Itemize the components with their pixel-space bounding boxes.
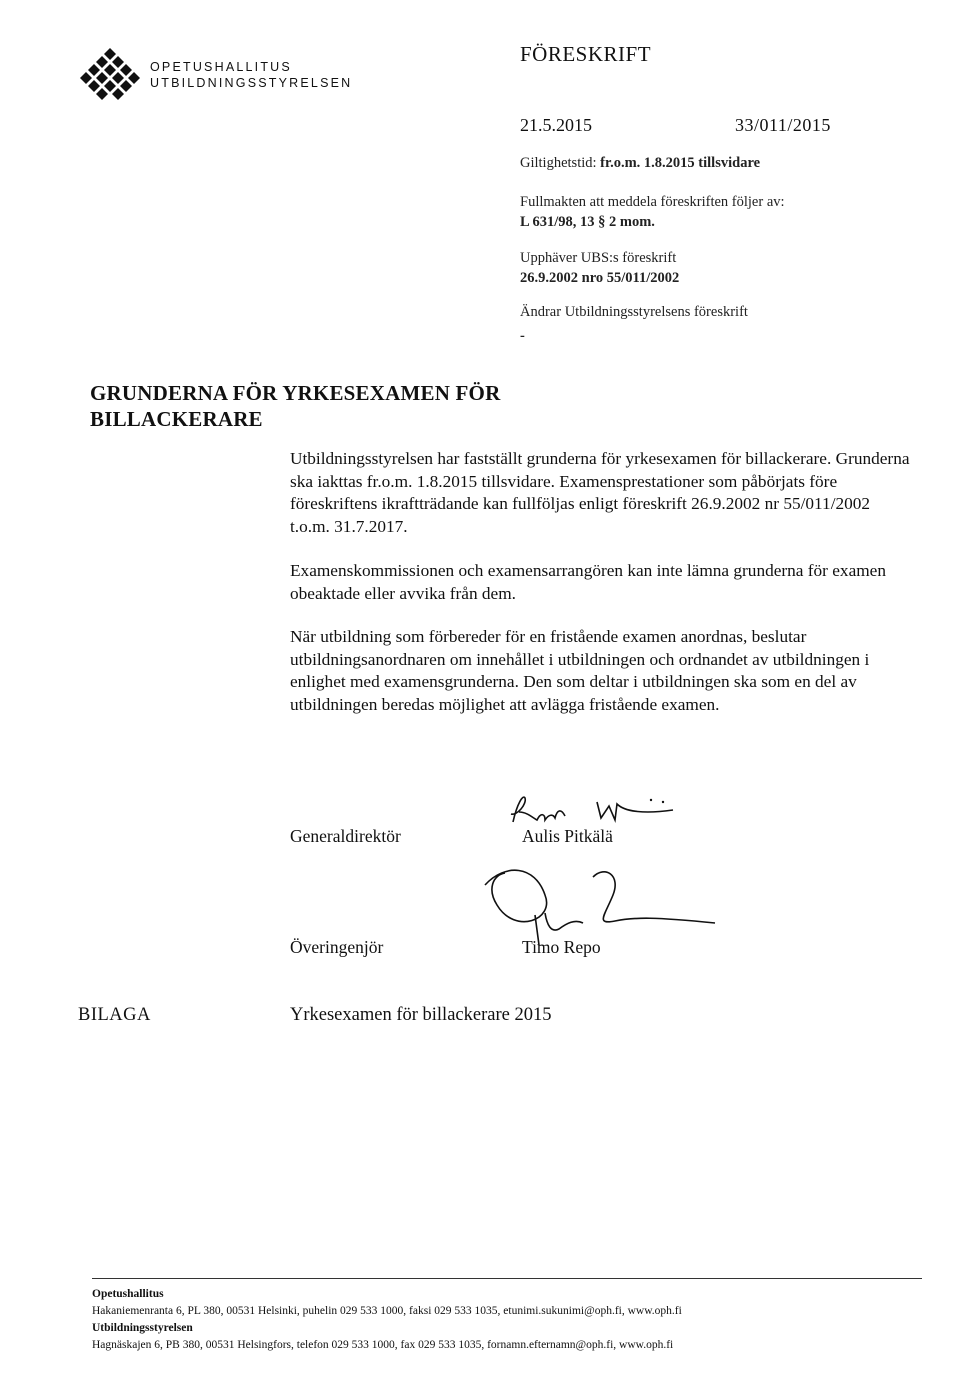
document-type: FÖRESKRIFT	[520, 42, 652, 66]
body-paragraph-3: När utbildning som förbereder för en fristående examen anordnas, beslutar utbildningsanordnaren om innehållet i utbildningen och ordnandet av utbildningen i enlighet med examensgrunderna. Den som deltar i utbildningen ska som en del av utbildningen beredas möjlighet att avlägga fristående examen.	[290, 627, 870, 714]
amends-block	[520, 302, 748, 346]
document-number: 33/011/2015	[735, 115, 831, 135]
authority-label: Fullmakten att meddela föreskriften följer av:	[520, 194, 785, 210]
footer-address-swedish: Hagnäskajen 6, PB 380, 00531 Helsingfors, telefon 029 533 1000, fax 029 533 1035, fornamn.efternamn@oph.fi, www.oph.fi	[92, 1339, 674, 1351]
signature-timo-repo-icon	[475, 865, 735, 955]
footer-block	[92, 1286, 682, 1354]
attachment-label: BILAGA	[78, 1005, 151, 1025]
title-line-2: BILLACKERARE	[90, 407, 263, 431]
title-line-1: GRUNDERNA FÖR YRKESEXAMEN FÖR	[90, 381, 501, 405]
footer-org-swedish: Utbildningsstyrelsen	[92, 1322, 193, 1334]
org-name-swedish: UTBILDNINGSSTYRELSEN	[150, 76, 353, 90]
footer-address-finnish: Hakaniemenranta 6, PL 380, 00531 Helsinki, puhelin 029 533 1000, faksi 029 533 1035, etunimi.sukunimi@oph.fi, www.oph.fi	[92, 1305, 682, 1317]
logo-diamond-icon	[80, 46, 140, 102]
authority-block	[520, 192, 785, 232]
body-paragraph-1: Utbildningsstyrelsen har fastställt grunderna för yrkesexamen för billackerare. Grunderna ska iakttas fr.o.m. 1.8.2015 tillsvidare. Examensprestationer som påbörjats före föreskriftens ikraftträdande kan fullföljas enligt föreskrift 26.9.2002 nr 55/011/2002 t.o.m. 31.7.2017.	[290, 449, 910, 536]
footer-org-finnish: Opetushallitus	[92, 1288, 164, 1300]
signature-aulis-pitkala-icon	[505, 790, 685, 830]
attachment-text: Yrkesexamen för billackerare 2015	[290, 1005, 552, 1025]
repeals-label: Upphäver UBS:s föreskrift	[520, 250, 677, 266]
footer-divider	[92, 1278, 922, 1279]
org-name	[150, 59, 352, 91]
validity-label: Giltighetstid:	[520, 155, 601, 171]
repeals-block	[520, 248, 679, 288]
signature-name-1: Aulis Pitkälä	[522, 826, 613, 846]
repeals-value: 26.9.2002 nro 55/011/2002	[520, 270, 680, 286]
document-date: 21.5.2015	[520, 115, 592, 135]
signature-title-2: Överingenjör	[290, 937, 384, 957]
signature-title-1: Generaldirektör	[290, 826, 401, 846]
authority-value: L 631/98, 13 § 2 mom.	[520, 214, 655, 230]
amends-value: -	[520, 328, 525, 344]
validity-line	[520, 153, 760, 173]
body-paragraph-2: Examenskommissionen och examensarrangören kan inte lämna grunderna för examen obeaktade eller avvika från dem.	[290, 561, 886, 603]
signature-name-2: Timo Repo	[522, 937, 601, 957]
org-name-finnish: OPETUSHALLITUS	[150, 60, 292, 74]
amends-label: Ändrar Utbildningsstyrelsens föreskrift	[520, 304, 748, 320]
validity-value: fr.o.m. 1.8.2015 tillsvidare	[600, 155, 761, 171]
document-title	[90, 380, 500, 432]
